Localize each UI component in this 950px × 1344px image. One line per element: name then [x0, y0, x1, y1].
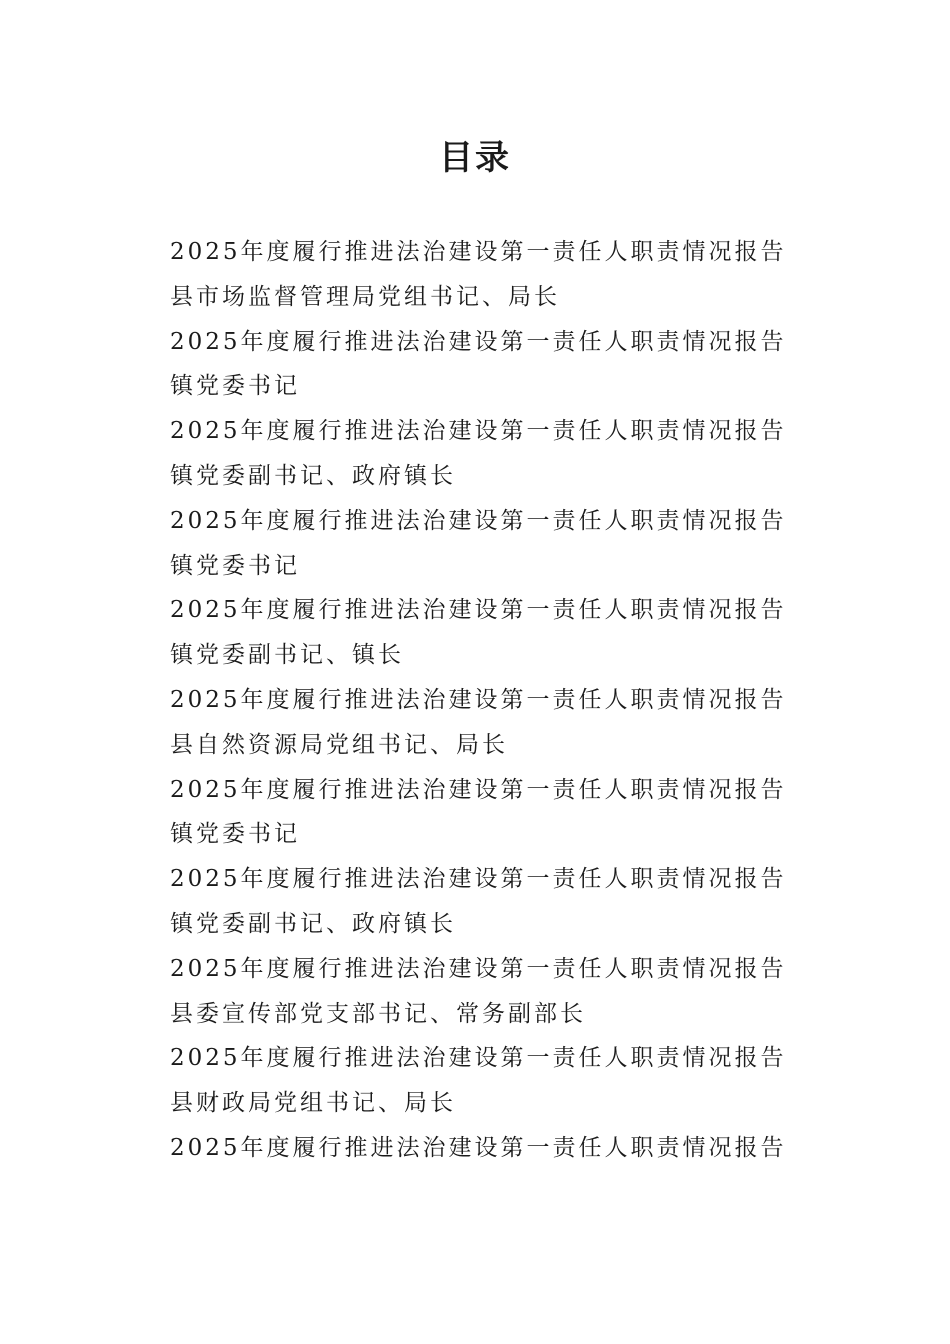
toc-entry [170, 409, 790, 499]
toc-entry [170, 320, 790, 410]
author-position: 县委宣传部党支部书记、常务副部长 [170, 1000, 586, 1027]
toc-entry [170, 499, 790, 589]
report-title: 2025年度履行推进法治建设第一责任人职责情况报告 [170, 686, 787, 713]
report-title: 2025年度履行推进法治建设第一责任人职责情况报告 [170, 418, 787, 445]
report-title: 2025年度履行推进法治建设第一责任人职责情况报告 [170, 866, 787, 893]
report-title: 2025年度履行推进法治建设第一责任人职责情况报告 [170, 1134, 787, 1161]
author-position: 镇党委书记 [170, 373, 300, 400]
author-position: 镇党委书记 [170, 821, 300, 848]
author-position: 镇党委书记 [170, 552, 300, 579]
toc-entry [170, 857, 790, 947]
author-position: 镇党委副书记、政府镇长 [170, 910, 456, 937]
author-position: 镇党委副书记、政府镇长 [170, 462, 456, 489]
author-position: 县自然资源局党组书记、局长 [170, 731, 508, 758]
toc-list [170, 230, 790, 1171]
page-title: 目录 [439, 138, 511, 178]
report-title: 2025年度履行推进法治建设第一责任人职责情况报告 [170, 597, 787, 624]
toc-entry [170, 1126, 790, 1171]
author-position: 县市场监督管理局党组书记、局长 [170, 283, 560, 310]
toc-entry [170, 230, 790, 320]
report-title: 2025年度履行推进法治建设第一责任人职责情况报告 [170, 239, 787, 265]
report-title: 2025年度履行推进法治建设第一责任人职责情况报告 [170, 1045, 787, 1072]
toc-entry [170, 588, 790, 678]
report-title: 2025年度履行推进法治建设第一责任人职责情况报告 [170, 955, 787, 982]
author-position: 镇党委副书记、镇长 [170, 642, 404, 669]
toc-entry [170, 947, 790, 1037]
report-title: 2025年度履行推进法治建设第一责任人职责情况报告 [170, 507, 787, 534]
toc-entry [170, 1036, 790, 1126]
toc-entry [170, 768, 790, 858]
report-title: 2025年度履行推进法治建设第一责任人职责情况报告 [170, 328, 787, 355]
report-title: 2025年度履行推进法治建设第一责任人职责情况报告 [170, 776, 787, 803]
toc-entry [170, 678, 790, 768]
author-position: 县财政局党组书记、局长 [170, 1090, 456, 1117]
